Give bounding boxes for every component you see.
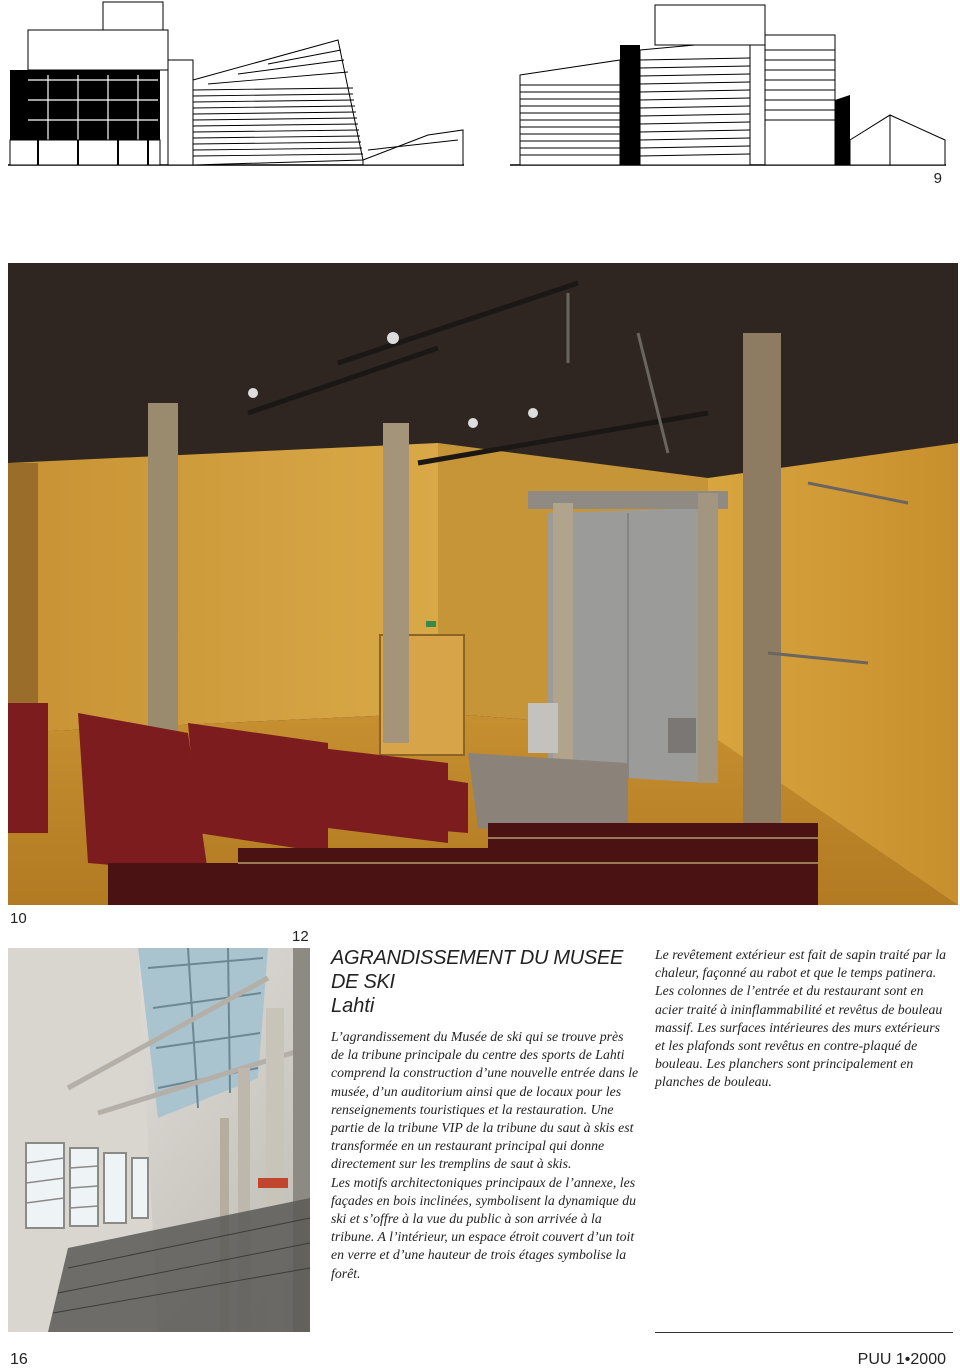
- page-number: 16: [10, 1351, 28, 1368]
- figure-number: 9: [933, 170, 942, 187]
- column-rule: [655, 1332, 953, 1333]
- article-title: AGRANDISSEMENT DU MUSEE DE SKI: [331, 947, 624, 993]
- auditorium-photo: [8, 263, 958, 905]
- figure-number: 10: [10, 910, 27, 927]
- figure-number: 12: [292, 928, 309, 945]
- article-location: Lahti: [331, 995, 375, 1017]
- elevation-drawing-right: [510, 0, 946, 175]
- magazine-reference: PUU 1•2000: [857, 1351, 946, 1368]
- article-paragraph: L’agrandissement du Musée de ski qui se trouve près de la tribune principale du centre des sports de Lahti comprend la construction d’une nouvelle entrée dans le musée, d’un auditorium ainsi que de locaux pour les renseignements touristiques et la restauration. Une partie de la tribune VIP de la tribune du saut à skis est transformée en un restaurant principal qui donne directement sur les tremplins de saut à skis.: [331, 1029, 639, 1172]
- article-paragraph: Le revêtement extérieur est fait de sapin traité par la chaleur, façonné au rabot et que le temps patinera. Les colonnes de l’entrée et du restaurant sont en acier traité à ininflammabilité et revêtus de bouleau massif. Les surfaces intérieures des murs extérieurs et les plafonds sont revêtus en contre-plaqué de bouleau. Les planchers sont principalement en planches de bouleau.: [655, 947, 947, 1090]
- glass-roof-interior-photo: [8, 948, 310, 1332]
- elevation-drawing-left: [8, 0, 464, 175]
- article-column-right: [655, 946, 953, 1092]
- article-paragraph: Les motifs architectoniques principaux de l’annexe, les façades en bois inclinées, symbolisent la dynamique du ski et s’offre à la vue du public à son arrivée à la tribune. A l’intérieur, un espace étroit couvert d’un toit en verre et d’une hauteur de trois étages symbolise la forêt.: [331, 1174, 637, 1281]
- article-column-main: [331, 946, 639, 1283]
